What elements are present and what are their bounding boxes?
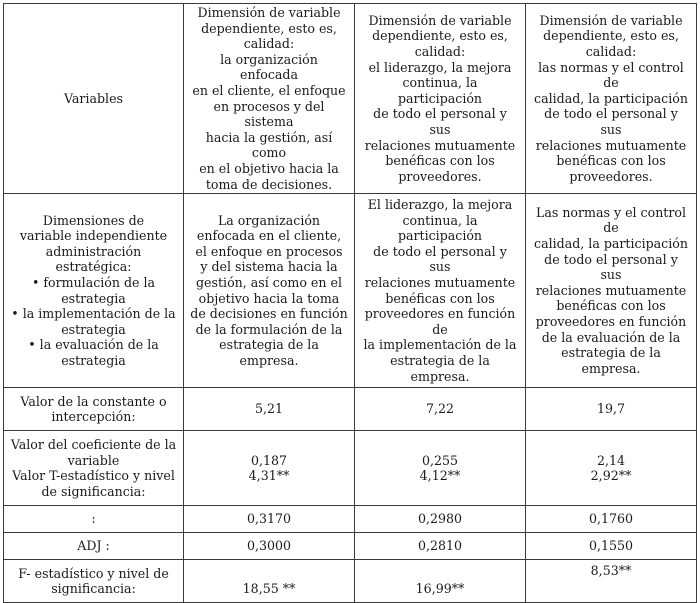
- variables-header-cell: [4, 4, 184, 194]
- cell-line: la implementación de la: [363, 337, 517, 353]
- independent-cell-3: [526, 194, 697, 388]
- variables-label: Variables: [63, 90, 123, 106]
- dep-desc-line: las normas y el control de: [538, 59, 684, 91]
- adj-value-1: 0,3000: [184, 533, 355, 560]
- f-value-3: 8,53**: [526, 560, 697, 603]
- adj-label-cell: ADJ :: [4, 533, 184, 560]
- coefficient-row: [4, 431, 697, 506]
- cell-line: benéficas con los: [385, 290, 495, 306]
- cell-line: calidad, la participación: [534, 236, 688, 252]
- dep-desc-line: de todo el personal y sus: [544, 106, 678, 137]
- coefficient-value: 2,14: [596, 452, 626, 468]
- list-item-text: estrategia: [61, 290, 126, 306]
- cell-line: de todo el personal y sus: [544, 251, 678, 283]
- f-value-2: 16,99**: [355, 560, 526, 603]
- adj-value-3: 0,1550: [526, 533, 697, 560]
- constant-value-1: 5,21: [184, 388, 355, 431]
- list-item-text: • la evaluación de la: [28, 337, 159, 353]
- cell-line: de la evaluación de la: [541, 329, 681, 345]
- dep-intro-line: Dimensión de variable: [539, 12, 683, 28]
- independent-variable-cell: [4, 194, 184, 388]
- dep-desc-line: en el objetivo hacia la: [199, 160, 339, 176]
- constant-value-3: 19,7: [526, 388, 697, 431]
- dep-desc-line: relaciones mutuamente: [364, 137, 516, 153]
- dep-intro-line: dependiente, esto es,: [543, 28, 679, 44]
- dep-desc-line: proveedores.: [398, 168, 482, 184]
- list-item: [8, 337, 179, 368]
- f-statistic-row: [4, 560, 697, 603]
- constant-label-cell: [4, 388, 184, 431]
- list-item-text: estrategia: [61, 321, 126, 337]
- independent-title-line: Dimensiones de: [42, 212, 145, 228]
- cell-line: Las normas y el control de: [535, 204, 686, 236]
- row-label: Valor T-estadístico y nivel: [12, 468, 175, 484]
- dep-desc-line: proveedores.: [569, 168, 653, 184]
- dep-desc-line: la organización enfocada: [220, 51, 318, 83]
- cell-line: de la formulación de la: [195, 321, 343, 337]
- row-label: F- estadístico y nivel de: [18, 565, 169, 581]
- independent-cell-2: [355, 194, 526, 388]
- list-item: [8, 275, 179, 306]
- r2-row: [4, 506, 697, 533]
- strategy-dimension-list: [8, 275, 179, 369]
- t-statistic-value: 4,12**: [419, 468, 461, 484]
- dep-intro-line: dependiente, esto es,: [201, 20, 337, 36]
- cell-line: La organización: [217, 212, 321, 228]
- dep-desc-line: de todo el personal y sus: [373, 106, 507, 137]
- dep-desc-line: calidad, la participación: [534, 90, 688, 106]
- dependent-dimension-header-1: [184, 4, 355, 194]
- cell-line: proveedores en función de: [364, 306, 516, 337]
- row-label: de significancia:: [41, 483, 146, 499]
- constant-value-2: 7,22: [355, 388, 526, 431]
- independent-title-line: administración estratégica:: [45, 243, 142, 275]
- regression-results-table: [3, 3, 697, 603]
- t-statistic-value: 2,92**: [590, 468, 632, 484]
- list-item-text: • la implementación de la: [11, 306, 176, 322]
- coefficient-label-cell: [4, 431, 184, 506]
- dependent-dimension-header-2: [355, 4, 526, 194]
- dep-desc-line: continua, la participación: [397, 75, 483, 106]
- cell-line: el enfoque en procesos: [195, 243, 343, 259]
- dep-intro-line: dependiente, esto es,: [372, 28, 508, 44]
- dep-intro-line: calidad:: [243, 36, 295, 52]
- cell-line: gestión, así como en el: [196, 275, 342, 291]
- row-label: variable: [67, 452, 120, 468]
- cell-line: estrategia de la empresa.: [561, 345, 661, 376]
- dep-desc-line: en procesos y del sistema: [213, 98, 325, 130]
- adj-row: [4, 533, 697, 560]
- row-label: Valor de la constante o: [20, 393, 167, 409]
- header-row: [4, 4, 697, 194]
- dep-desc-line: en el cliente, el enfoque: [192, 82, 346, 98]
- list-item-text: • formulación de la: [31, 275, 156, 291]
- coefficient-cell-1: [184, 431, 355, 506]
- list-item: [8, 306, 179, 337]
- dep-intro-line: calidad:: [414, 43, 466, 59]
- coefficient-value: 0,187: [250, 452, 288, 468]
- coefficient-cell-2: [355, 431, 526, 506]
- row-label: intercepción:: [51, 409, 136, 425]
- dep-intro-line: Dimensión de variable: [197, 5, 341, 20]
- r2-value-2: 0,2980: [355, 506, 526, 533]
- f-value-1: 18,55 **: [184, 560, 355, 603]
- coefficient-cell-3: [526, 431, 697, 506]
- cell-line: estrategia de la empresa.: [390, 353, 490, 384]
- cell-line: objetivo hacia la toma: [198, 290, 340, 306]
- cell-line: El liderazgo, la mejora: [367, 197, 513, 213]
- dep-desc-line: benéficas con los: [385, 153, 495, 169]
- constant-row: [4, 388, 697, 431]
- cell-line: relaciones mutuamente: [364, 275, 516, 291]
- dep-desc-line: hacia la gestión, así como: [205, 129, 333, 161]
- coefficient-value: 0,255: [421, 452, 459, 468]
- dep-desc-line: relaciones mutuamente: [535, 137, 687, 153]
- f-label-cell: [4, 560, 184, 603]
- cell-line: proveedores en función: [535, 314, 687, 330]
- t-statistic-value: 4,31**: [248, 468, 290, 484]
- cell-line: estrategia de la empresa.: [219, 337, 319, 368]
- cell-line: de todo el personal y sus: [373, 243, 507, 275]
- dependent-dimension-header-3: [526, 4, 697, 194]
- cell-line: de decisiones en función: [190, 306, 348, 322]
- dep-desc-line: toma de decisiones.: [205, 176, 333, 192]
- dep-desc-line: el liderazgo, la mejora: [368, 59, 512, 75]
- adj-value-2: 0,2810: [355, 533, 526, 560]
- r2-value-1: 0,3170: [184, 506, 355, 533]
- cell-line: continua, la participación: [397, 212, 483, 244]
- cell-line: relaciones mutuamente: [535, 282, 687, 298]
- list-item-text: estrategia: [61, 353, 126, 368]
- dep-intro-line: Dimensión de variable: [368, 12, 512, 28]
- r2-value-3: 0,1760: [526, 506, 697, 533]
- cell-line: y del sistema hacia la: [200, 259, 338, 275]
- cell-line: benéficas con los: [556, 298, 666, 314]
- dep-desc-line: benéficas con los: [556, 153, 666, 169]
- dep-intro-line: calidad:: [585, 43, 637, 59]
- cell-line: enfocada en el cliente,: [196, 228, 342, 244]
- independent-cell-1: [184, 194, 355, 388]
- row-label: Valor del coeficiente de la: [10, 436, 177, 452]
- independent-title-line: variable independiente: [19, 228, 168, 244]
- row-label: significancia:: [51, 581, 136, 597]
- r2-label-cell: :: [4, 506, 184, 533]
- independent-dimensions-row: [4, 194, 697, 388]
